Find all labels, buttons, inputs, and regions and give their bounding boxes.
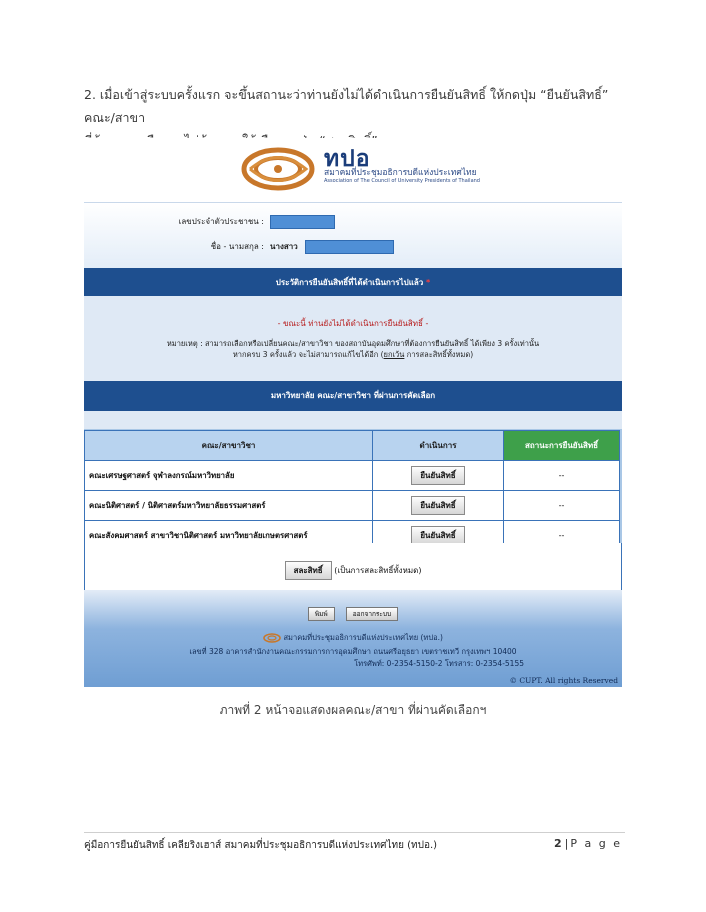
screenshot-frame	[84, 138, 622, 687]
history-title: ประวัติการยืนยันสิทธิ์ที่ได้ดำเนินการไปแล้ว	[275, 278, 424, 287]
footer-org-name: สมาคมที่ประชุมอธิการบดีแห่งประเทศไทย (ทปอ.)	[283, 633, 443, 642]
name-label: ชื่อ - นามสกุล :	[210, 242, 264, 251]
copyright: © CUPT. All rights Reserved	[509, 676, 618, 685]
note-line-1: หมายเหตุ : สามารถเลือกหรือเปลี่ยนคณะ/สาขาวิชา ของสถาบันอุดมศึกษาที่ต้องการยืนยันสิทธิ์ ได้เพียง 3 ครั้งเท่านั้น	[166, 339, 540, 348]
logo-subtitle: สมาคมที่ประชุมอธิการบดีแห่งประเทศไทย	[324, 168, 477, 178]
logo-english: Association of The Council of University Presidents of Thailand	[324, 178, 480, 184]
logout-button[interactable]: ออกจากระบบ	[346, 607, 398, 621]
confirm-status: --	[504, 521, 620, 551]
history-note	[114, 338, 592, 360]
confirm-button[interactable]: ยืนยันสิทธิ์	[411, 466, 464, 485]
confirm-button[interactable]: ยืนยันสิทธิ์	[411, 496, 464, 515]
footer-org	[84, 632, 622, 644]
col-status: สถานะการยืนยันสิทธิ์	[504, 431, 620, 461]
cupt-small-logo-icon	[263, 633, 281, 643]
selection-table	[84, 430, 620, 551]
history-header	[84, 268, 622, 298]
waive-area	[84, 543, 622, 591]
confirm-status: --	[504, 461, 620, 491]
intro-line-1: 2. เมื่อเข้าสู่ระบบครั้งแรก จะขึ้นสถานะว่าท่านยังไม่ได้ดำเนินการยืนยันสิทธิ์ ให้กดปุ่ม “ยืนยันสิทธิ์” คณะ/สาขา	[84, 87, 609, 125]
selection-header	[84, 381, 622, 411]
cupt-logo-icon	[240, 146, 316, 192]
selection-spacer	[84, 411, 622, 429]
table-row	[85, 461, 620, 491]
page-number: 2 |P a g e	[554, 837, 622, 850]
id-label: เลขประจำตัวประชาชน :	[178, 217, 264, 226]
footer-address: เลขที่ 328 อาคารสำนักงานคณะกรรมการการอุดมศึกษา ถนนศรีอยุธยา เขตราชเทวี กรุงเทพฯ 10400	[189, 647, 517, 656]
confirm-status: --	[504, 491, 620, 521]
history-notice	[84, 296, 622, 381]
note-line-2a: หากครบ 3 ครั้งแล้ว จะไม่สามารถแก้ไขได้อีก (	[232, 350, 384, 359]
name-prefix: นางสาว	[270, 242, 298, 251]
print-button[interactable]: พิมพ์	[308, 607, 335, 621]
col-action: ดำเนินการ	[373, 431, 504, 461]
table-row	[85, 491, 620, 521]
site-footer	[84, 590, 622, 687]
note-line-2b: การสละสิทธิ์ทั้งหมด)	[404, 350, 474, 359]
faculty-name: คณะสังคมศาสตร์ สาขาวิชานิติศาสตร์ มหาวิทยาลัยเกษตรศาสตร์	[85, 521, 373, 551]
applicant-info	[84, 203, 622, 268]
table-header-row	[85, 431, 620, 461]
footer-phone: โทรศัพท์: 0-2354-5150-2 โทรสาร: 0-2354-5155	[354, 659, 524, 668]
site-header	[84, 138, 622, 203]
note-except-link[interactable]: ยกเว้น	[383, 350, 405, 359]
faculty-name: คณะเศรษฐศาสตร์ จุฬาลงกรณ์มหาวิทยาลัย	[85, 461, 373, 491]
name-value-redacted	[305, 240, 394, 254]
figure-caption: ภาพที่ 2 หน้าจอแสดงผลคณะ/สาขา ที่ผ่านคัดเลือกฯ	[219, 703, 487, 717]
page-word: P a g e	[570, 837, 622, 850]
logo-title: ทปอ	[324, 146, 371, 172]
page-footer-title: คู่มือการยืนยันสิทธิ์ เคลียริงเฮาส์ สมาคมที่ประชุมอธิการบดีแห่งประเทศไทย (ทปอ.)	[84, 840, 438, 851]
faculty-name: คณะนิติศาสตร์ / นิติศาสตร์มหาวิทยาลัยธรรมศาสตร์	[85, 491, 373, 521]
waive-button[interactable]: สละสิทธิ์	[285, 561, 332, 580]
selection-title: มหาวิทยาลัย คณะ/สาขาวิชา ที่ผ่านการคัดเลือก	[270, 391, 436, 400]
history-star: *	[426, 278, 431, 287]
footer-divider	[84, 832, 625, 833]
col-faculty: คณะ/สาขาวิชา	[85, 431, 373, 461]
history-status: - ขณะนี้ ท่านยังไม่ได้ดำเนินการยืนยันสิทธิ์ -	[277, 319, 429, 328]
waive-note: (เป็นการสละสิทธิ์ทั้งหมด)	[334, 566, 422, 575]
id-value-redacted	[270, 215, 335, 229]
confirm-button[interactable]: ยืนยันสิทธิ์	[411, 526, 464, 545]
page-number-value: 2	[554, 837, 562, 850]
